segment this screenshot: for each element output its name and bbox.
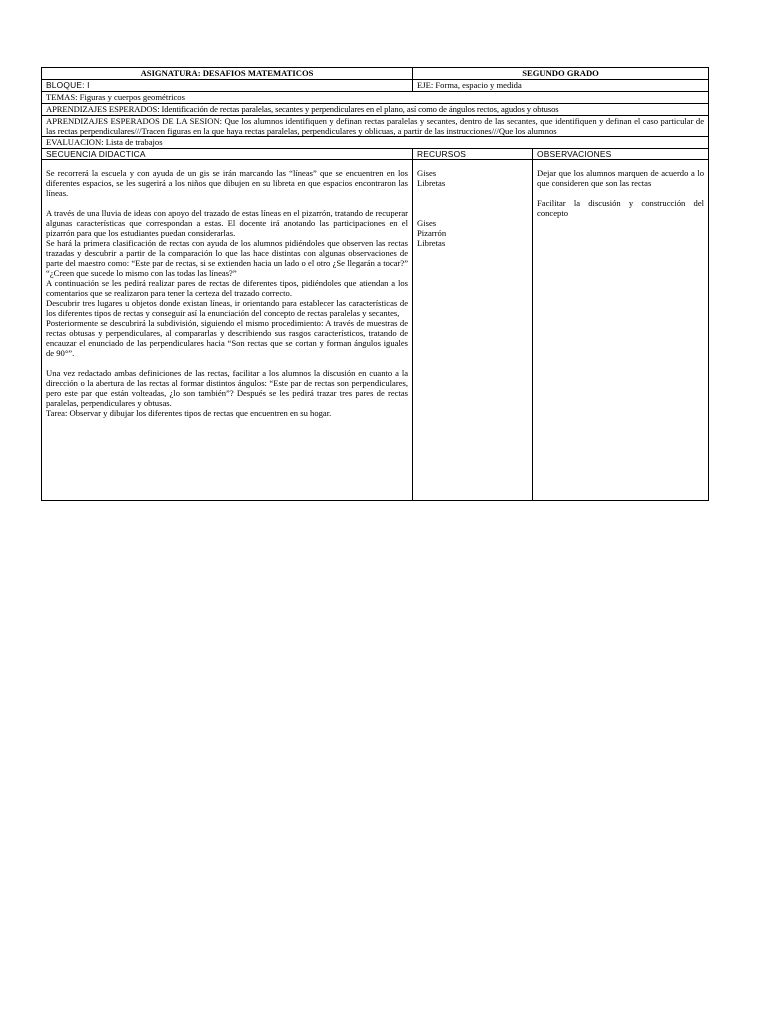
secuencia-tarea: Tarea: Observar y dibujar los diferentes tipos de rectas que encuentren en su hogar.: [46, 408, 332, 418]
recurso-item: Gises: [417, 218, 437, 228]
observaciones-header: OBSERVACIONES: [533, 149, 709, 160]
grade-title: SEGUNDO GRADO: [413, 68, 709, 80]
recurso-item: Libretas: [417, 178, 446, 188]
observacion-1: Dejar que los alumnos marquen de acuerdo a lo que consideren que son las rectas: [537, 168, 705, 188]
secuencia-paragraph-3: Se hará la primera clasificación de rectas con ayuda de los alumnos pidiéndoles que observen las rectas trazadas y descubrir a partir de la comparación lo que las hace distintas con algunas observaciones de parte del maestro como: “Este par de rectas, si se extienden hacia un lado o el otro ¿Se llegarán a tocar?” “¿Creen que sucede lo mismo con las todas las líneas?”: [46, 238, 409, 278]
secuencia-paragraph-4: A continuación se les pedirá realizar pares de rectas de diferentes tipos, pidiéndoles que atiendan a los comentarios que se realizaron para tener la certeza del trazado correcto.: [46, 278, 409, 298]
recurso-item: Gises: [417, 168, 437, 178]
content-row: [42, 160, 709, 501]
aprendizajes-sesion-row: [42, 116, 709, 137]
recurso-item: Libretas: [417, 238, 446, 248]
lesson-plan-page: [41, 67, 708, 501]
evaluacion-row: [42, 137, 709, 149]
recursos-header: RECURSOS: [413, 149, 533, 160]
secuencia-didactica-cell: [42, 160, 413, 501]
bloque-row: [42, 80, 709, 92]
secuencia-header: SECUENCIA DIDACTICA: [42, 149, 413, 160]
secuencia-paragraph-6: Posteriormente se descubrirá la subdivisión, siguiendo el mismo procedimiento: A través de muestras de rectas obtusas y perpendiculares, al compararlas y describiendo sus rasgos característicos, tratando de encauzar el enunciado de las perpendiculares hacia “Son rectas que se cortan y forman ángulos iguales de 90°”.: [46, 318, 409, 358]
secuencia-paragraph-2: A través de una lluvia de ideas con apoyo del trazado de estas líneas en el pizarrón, tratando de recuperar algunas características que correspondan a estas. El docente irá anotando las participaciones en el pizarrón para que los estudiantes puedan considerarlas.: [46, 208, 409, 238]
eje-cell: EJE: Forma, espacio y medida: [413, 80, 709, 92]
lesson-plan-table: [41, 67, 709, 501]
temas-cell: TEMAS: Figuras y cuerpos geométricos: [42, 92, 709, 104]
column-headers-row: [42, 149, 709, 160]
recurso-item: Pizarrón: [417, 228, 447, 238]
secuencia-paragraph-7: Una vez redactado ambas definiciones de las rectas, facilitar a los alumnos la discusión en cuanto a la dirección o la abertura de las rectas al formar distintos ángulos: “Este par de rectas son perpendiculares, pero este par que están volteadas, ¿lo son también”? Después se les pedirá trazar tres pares de rectas paralelas, perpendiculares y obtusas.: [46, 368, 409, 408]
recursos-cell: [413, 160, 533, 501]
header-row: [42, 68, 709, 80]
secuencia-paragraph-1: Se recorrerá la escuela y con ayuda de un gis se irán marcando las “líneas” que se encuentren en los diferentes espacios, se les sugerirá a los niños que dibujen en su libreta en que espacios encontraron las líneas.: [46, 168, 409, 198]
bloque-cell: BLOQUE: I: [42, 80, 413, 92]
temas-row: [42, 92, 709, 104]
aprendizajes-esperados-cell: APRENDIZAJES ESPERADOS: Identificación de rectas paralelas, secantes y perpendiculares en el plano, así como de ángulos rectos, agudos y obtusos: [42, 104, 709, 116]
evaluacion-cell: EVALUACION: Lista de trabajos: [42, 137, 709, 149]
observacion-2: Facilitar la discusión y construcción del concepto: [537, 198, 705, 218]
aprendizajes-row: [42, 104, 709, 116]
subject-title: ASIGNATURA: DESAFIOS MATEMATICOS: [42, 68, 413, 80]
aprendizajes-sesion-cell: APRENDIZAJES ESPERADOS DE LA SESION: Que los alumnos identifiquen y definan rectas paralelas y secantes, dentro de las secantes, que identifiquen y definan el caso particular de las rectas perpendiculares///Tracen figuras en la que haya rectas paralelas, perpendiculares y oblicuas, a partir de las instrucciones///Que los alumnos: [42, 116, 709, 137]
secuencia-paragraph-5: Descubrir tres lugares u objetos donde existan líneas, ir orientando para establecer las características de los diferentes tipos de rectas y conseguir así la enunciación del concepto de rectas paralelas y secantes,: [46, 298, 409, 318]
observaciones-cell: [533, 160, 709, 501]
